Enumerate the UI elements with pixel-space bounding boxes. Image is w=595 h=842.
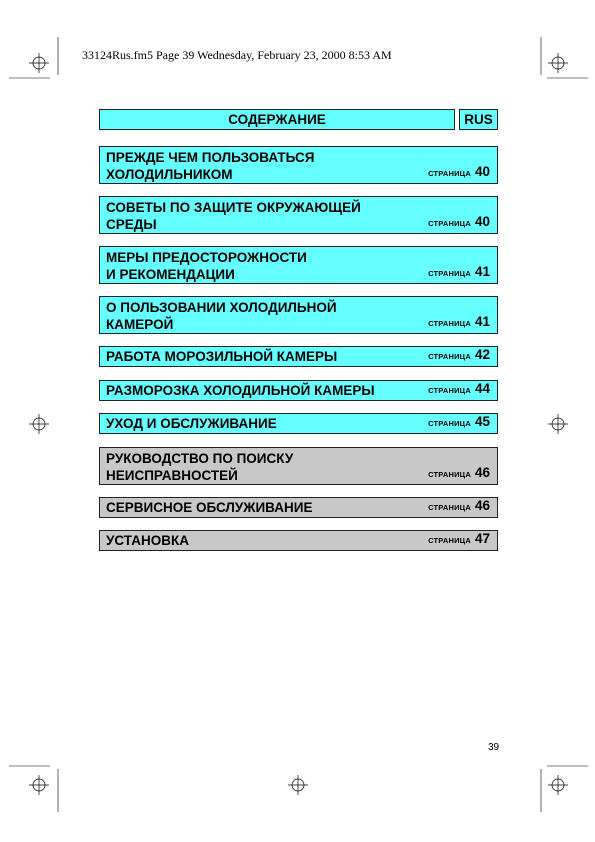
page-number: 41 bbox=[474, 264, 490, 279]
toc-entry-page-ref bbox=[428, 213, 490, 231]
page-word: СТРАНИЦА bbox=[428, 470, 471, 479]
toc-entry-line1: УХОД И ОБСЛУЖИВАНИЕ bbox=[106, 416, 277, 431]
page-number: 44 bbox=[474, 381, 490, 396]
toc-entry[interactable] bbox=[99, 530, 498, 551]
toc-entry-line2: И РЕКОМЕНДАЦИИ bbox=[106, 267, 235, 282]
page-word: СТРАНИЦА bbox=[428, 419, 471, 428]
toc-entry[interactable] bbox=[99, 246, 498, 284]
contents-title: СОДЕРЖАНИЕ bbox=[99, 109, 455, 130]
page-word: СТРАНИЦА bbox=[428, 536, 471, 545]
page-number: 41 bbox=[474, 314, 490, 329]
language-badge: RUS bbox=[459, 109, 498, 130]
page-word: СТРАНИЦА bbox=[428, 319, 471, 328]
toc-entry-page-ref bbox=[428, 413, 490, 431]
page-word: СТРАНИЦА bbox=[428, 352, 471, 361]
toc-entry[interactable] bbox=[99, 380, 498, 401]
toc-entry[interactable] bbox=[99, 413, 498, 434]
page-word: СТРАНИЦА bbox=[428, 386, 471, 395]
toc-entry-page-ref bbox=[428, 263, 490, 281]
footer-page-number: 39 bbox=[488, 742, 500, 753]
toc-entry[interactable] bbox=[99, 146, 498, 184]
toc-entry-line1: СОВЕТЫ ПО ЗАЩИТЕ ОКРУЖАЮЩЕЙ bbox=[106, 200, 361, 215]
toc-entry-line1: РАЗМОРОЗКА ХОЛОДИЛЬНОЙ КАМЕРЫ bbox=[106, 383, 375, 398]
file-slug-line: 33124Rus.fm5 Page 39 Wednesday, February 23, 2000 8:53 AM bbox=[82, 48, 392, 62]
toc-entry-page-ref bbox=[428, 380, 490, 398]
page-number: 45 bbox=[474, 414, 490, 429]
toc-entry-line1: РУКОВОДСТВО ПО ПОИСКУ bbox=[106, 451, 294, 466]
page-word: СТРАНИЦА bbox=[428, 269, 471, 278]
toc-entry-page-ref bbox=[428, 313, 490, 331]
page-number: 47 bbox=[474, 531, 490, 546]
page-number: 46 bbox=[474, 465, 490, 480]
page-number: 42 bbox=[474, 347, 490, 362]
toc-entry[interactable] bbox=[99, 296, 498, 334]
toc-entry-line1: МЕРЫ ПРЕДОСТОРОЖНОСТИ bbox=[106, 250, 307, 265]
toc-entry-line1: О ПОЛЬЗОВАНИИ ХОЛОДИЛЬНОЙ bbox=[106, 300, 337, 315]
page-word: СТРАНИЦА bbox=[428, 219, 471, 228]
toc-entry-line2: ХОЛОДИЛЬНИКОМ bbox=[106, 167, 233, 182]
toc-entry[interactable] bbox=[99, 196, 498, 234]
toc-entry-line1: УСТАНОВКА bbox=[106, 533, 189, 548]
toc-entry[interactable] bbox=[99, 346, 498, 367]
toc-entry-line2: СРЕДЫ bbox=[106, 217, 157, 232]
toc-entry-line2: НЕИСПРАВНОСТЕЙ bbox=[106, 468, 238, 483]
page-number: 46 bbox=[474, 498, 490, 513]
page-number: 40 bbox=[474, 164, 490, 179]
toc-entry[interactable] bbox=[99, 497, 498, 518]
toc-entry-line1: ПРЕЖДЕ ЧЕМ ПОЛЬЗОВАТЬСЯ bbox=[106, 150, 315, 165]
page-word: СТРАНИЦА bbox=[428, 503, 471, 512]
toc-entry-line2: КАМЕРОЙ bbox=[106, 317, 174, 332]
toc-entry-line1: СЕРВИСНОЕ ОБСЛУЖИВАНИЕ bbox=[106, 500, 313, 515]
toc-entry-page-ref bbox=[428, 346, 490, 364]
toc-entry[interactable] bbox=[99, 447, 498, 485]
page-number: 40 bbox=[474, 214, 490, 229]
toc-entry-page-ref bbox=[428, 530, 490, 548]
toc-entry-page-ref bbox=[428, 464, 490, 482]
toc-entry-page-ref bbox=[428, 163, 490, 181]
toc-entry-page-ref bbox=[428, 497, 490, 515]
page-word: СТРАНИЦА bbox=[428, 169, 471, 178]
toc-entry-line1: РАБОТА МОРОЗИЛЬНОЙ КАМЕРЫ bbox=[106, 349, 338, 364]
